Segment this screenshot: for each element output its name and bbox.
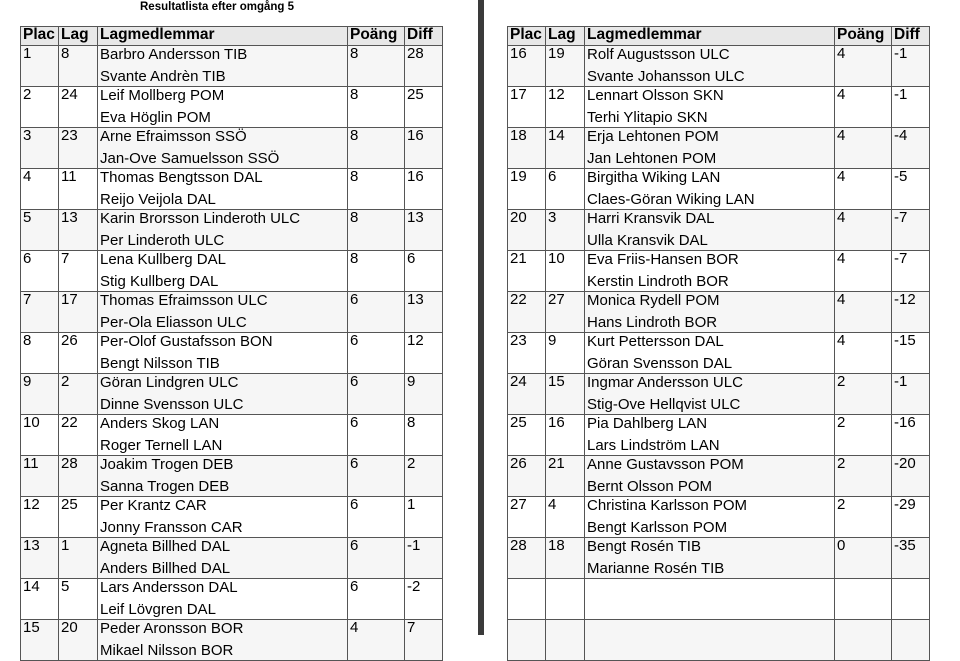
cell-members bbox=[98, 374, 348, 415]
member-two: Göran Svensson DAL bbox=[587, 355, 733, 372]
results-page-right bbox=[486, 0, 960, 635]
cell-diff: -20 bbox=[892, 456, 930, 497]
cell-points: 6 bbox=[348, 456, 405, 497]
cell-points: 6 bbox=[348, 579, 405, 620]
member-one: Bengt Rosén TIB bbox=[587, 538, 701, 555]
page-title: Resultatlista efter omgång 5 bbox=[140, 1, 295, 13]
cell-diff: 13 bbox=[405, 292, 443, 333]
cell-diff: -15 bbox=[892, 333, 930, 374]
cell-points: 6 bbox=[348, 333, 405, 374]
cell-diff: 25 bbox=[405, 87, 443, 128]
table-row bbox=[21, 333, 443, 374]
member-one: Barbro Andersson TIB bbox=[100, 46, 248, 63]
member-two: Bengt Nilsson TIB bbox=[100, 355, 220, 372]
cell-points: 2 bbox=[835, 374, 892, 415]
cell-plac: 28 bbox=[508, 538, 546, 579]
member-one: Kurt Pettersson DAL bbox=[587, 333, 724, 350]
member-two: Roger Ternell LAN bbox=[100, 437, 223, 454]
member-one: Karin Brorsson Linderoth ULC bbox=[100, 210, 301, 227]
member-one: Per Krantz CAR bbox=[100, 497, 207, 514]
member-two: Stig-Ove Hellqvist ULC bbox=[587, 396, 741, 413]
member-one: Birgitha Wiking LAN bbox=[587, 169, 721, 186]
cell-members bbox=[98, 87, 348, 128]
cell-members bbox=[98, 292, 348, 333]
cell-diff: 28 bbox=[405, 46, 443, 87]
member-two: Sanna Trogen DEB bbox=[100, 478, 230, 495]
member-two: Marianne Rosén TIB bbox=[587, 560, 725, 577]
cell-plac: 23 bbox=[508, 333, 546, 374]
member-one: Anne Gustavsson POM bbox=[587, 456, 744, 473]
cell-diff: 1 bbox=[405, 497, 443, 538]
member-two: Anders Billhed DAL bbox=[100, 560, 231, 577]
table-row bbox=[508, 251, 930, 292]
cell-plac bbox=[508, 579, 546, 620]
header-lag: Lag bbox=[59, 27, 98, 46]
table-row bbox=[21, 538, 443, 579]
table-row bbox=[21, 497, 443, 538]
cell-plac: 7 bbox=[21, 292, 59, 333]
table-row bbox=[21, 579, 443, 620]
cell-diff bbox=[892, 579, 930, 620]
cell-lag: 6 bbox=[546, 169, 585, 210]
cell-plac bbox=[508, 620, 546, 661]
cell-points: 4 bbox=[835, 46, 892, 87]
cell-members bbox=[585, 579, 835, 620]
member-one: Anders Skog LAN bbox=[100, 415, 220, 432]
cell-lag: 24 bbox=[59, 87, 98, 128]
cell-diff: -35 bbox=[892, 538, 930, 579]
cell-plac: 9 bbox=[21, 374, 59, 415]
cell-lag: 4 bbox=[546, 497, 585, 538]
cell-diff: -1 bbox=[405, 538, 443, 579]
cell-lag: 23 bbox=[59, 128, 98, 169]
cell-points: 8 bbox=[348, 87, 405, 128]
cell-points: 0 bbox=[835, 538, 892, 579]
cell-points: 6 bbox=[348, 292, 405, 333]
member-one: Pia Dahlberg LAN bbox=[587, 415, 708, 432]
cell-diff: -7 bbox=[892, 251, 930, 292]
cell-points: 8 bbox=[348, 210, 405, 251]
member-two: Reijo Veijola DAL bbox=[100, 191, 216, 208]
cell-diff: -1 bbox=[892, 374, 930, 415]
member-two bbox=[587, 599, 832, 619]
member-two: Leif Lövgren DAL bbox=[100, 601, 216, 618]
cell-members bbox=[585, 497, 835, 538]
cell-points: 2 bbox=[835, 497, 892, 538]
table-row bbox=[21, 415, 443, 456]
member-two: Jan Lehtonen POM bbox=[587, 150, 717, 167]
cell-members bbox=[98, 210, 348, 251]
table-row bbox=[21, 620, 443, 661]
cell-lag: 26 bbox=[59, 333, 98, 374]
cell-lag bbox=[546, 579, 585, 620]
cell-lag: 10 bbox=[546, 251, 585, 292]
cell-plac: 10 bbox=[21, 415, 59, 456]
cell-members bbox=[585, 292, 835, 333]
table-row bbox=[508, 128, 930, 169]
table-row bbox=[508, 169, 930, 210]
cell-members bbox=[98, 538, 348, 579]
cell-diff: 2 bbox=[405, 456, 443, 497]
table-row bbox=[21, 292, 443, 333]
member-two: Ulla Kransvik DAL bbox=[587, 232, 708, 249]
cell-lag: 3 bbox=[546, 210, 585, 251]
member-two: Terhi Ylitapio SKN bbox=[587, 109, 708, 126]
cell-members bbox=[585, 128, 835, 169]
table-row bbox=[21, 456, 443, 497]
cell-diff: 16 bbox=[405, 128, 443, 169]
cell-plac: 14 bbox=[21, 579, 59, 620]
table-row bbox=[508, 620, 930, 661]
cell-points: 8 bbox=[348, 169, 405, 210]
cell-points: 4 bbox=[835, 210, 892, 251]
cell-members bbox=[585, 251, 835, 292]
cell-lag: 5 bbox=[59, 579, 98, 620]
table-row bbox=[508, 579, 930, 620]
cell-plac: 6 bbox=[21, 251, 59, 292]
cell-diff: -1 bbox=[892, 46, 930, 87]
cell-plac: 19 bbox=[508, 169, 546, 210]
cell-plac: 3 bbox=[21, 128, 59, 169]
cell-members bbox=[98, 620, 348, 661]
cell-points: 4 bbox=[348, 620, 405, 661]
cell-points: 2 bbox=[835, 415, 892, 456]
cell-members bbox=[98, 579, 348, 620]
cell-lag: 25 bbox=[59, 497, 98, 538]
cell-plac: 22 bbox=[508, 292, 546, 333]
table-row bbox=[508, 374, 930, 415]
cell-lag: 21 bbox=[546, 456, 585, 497]
cell-members bbox=[98, 169, 348, 210]
table-row bbox=[21, 169, 443, 210]
cell-plac: 20 bbox=[508, 210, 546, 251]
cell-diff: -1 bbox=[892, 87, 930, 128]
cell-members bbox=[98, 333, 348, 374]
member-two: Svante Johansson ULC bbox=[587, 68, 745, 85]
table-row bbox=[508, 456, 930, 497]
cell-points: 4 bbox=[835, 87, 892, 128]
member-one: Agneta Billhed DAL bbox=[100, 538, 231, 555]
cell-diff: 7 bbox=[405, 620, 443, 661]
cell-points: 4 bbox=[835, 169, 892, 210]
cell-plac: 11 bbox=[21, 456, 59, 497]
cell-members bbox=[98, 251, 348, 292]
cell-diff: 16 bbox=[405, 169, 443, 210]
cell-members bbox=[585, 169, 835, 210]
header-points: Poäng bbox=[835, 27, 892, 46]
member-one: Monica Rydell POM bbox=[587, 292, 720, 309]
cell-lag: 18 bbox=[546, 538, 585, 579]
cell-lag: 13 bbox=[59, 210, 98, 251]
table-row bbox=[508, 538, 930, 579]
cell-diff: -7 bbox=[892, 210, 930, 251]
table-row bbox=[21, 128, 443, 169]
cell-plac: 17 bbox=[508, 87, 546, 128]
cell-plac: 25 bbox=[508, 415, 546, 456]
header-plac: Plac bbox=[21, 27, 59, 46]
cell-members bbox=[585, 374, 835, 415]
table-row bbox=[508, 210, 930, 251]
results-table-left bbox=[20, 26, 443, 661]
member-one bbox=[587, 620, 832, 640]
member-one: Thomas Bengtsson DAL bbox=[100, 169, 263, 186]
member-two: Hans Lindroth BOR bbox=[587, 314, 718, 331]
member-one: Harri Kransvik DAL bbox=[587, 210, 715, 227]
cell-plac: 4 bbox=[21, 169, 59, 210]
cell-members bbox=[585, 333, 835, 374]
member-two: Eva Höglin POM bbox=[100, 109, 211, 126]
cell-members bbox=[585, 87, 835, 128]
member-two: Jonny Fransson CAR bbox=[100, 519, 243, 536]
cell-lag: 20 bbox=[59, 620, 98, 661]
cell-lag: 8 bbox=[59, 46, 98, 87]
cell-lag: 19 bbox=[546, 46, 585, 87]
cell-members bbox=[98, 497, 348, 538]
cell-lag: 9 bbox=[546, 333, 585, 374]
member-two: Per Linderoth ULC bbox=[100, 232, 225, 249]
cell-members bbox=[585, 46, 835, 87]
cell-lag: 11 bbox=[59, 169, 98, 210]
member-one: Per-Olof Gustafsson BON bbox=[100, 333, 273, 350]
results-page-left bbox=[0, 0, 480, 659]
cell-members bbox=[585, 210, 835, 251]
cell-plac: 26 bbox=[508, 456, 546, 497]
cell-diff: 6 bbox=[405, 251, 443, 292]
member-two: Dinne Svensson ULC bbox=[100, 396, 244, 413]
cell-lag: 7 bbox=[59, 251, 98, 292]
header-points: Poäng bbox=[348, 27, 405, 46]
member-one: Erja Lehtonen POM bbox=[587, 128, 719, 145]
cell-lag: 22 bbox=[59, 415, 98, 456]
cell-plac: 27 bbox=[508, 497, 546, 538]
cell-points: 8 bbox=[348, 251, 405, 292]
member-two: Svante Andrèn TIB bbox=[100, 68, 226, 85]
member-one: Lennart Olsson SKN bbox=[587, 87, 724, 104]
cell-lag: 28 bbox=[59, 456, 98, 497]
member-two: Jan-Ove Samuelsson SSÖ bbox=[100, 150, 280, 167]
cell-plac: 15 bbox=[21, 620, 59, 661]
member-two: Bernt Olsson POM bbox=[587, 478, 713, 495]
cell-diff: -12 bbox=[892, 292, 930, 333]
table-row bbox=[508, 415, 930, 456]
cell-diff: -4 bbox=[892, 128, 930, 169]
results-table-right bbox=[507, 26, 930, 661]
cell-points bbox=[835, 579, 892, 620]
cell-points: 6 bbox=[348, 374, 405, 415]
member-one bbox=[587, 579, 832, 599]
cell-members bbox=[585, 415, 835, 456]
cell-diff: 8 bbox=[405, 415, 443, 456]
table-row bbox=[21, 374, 443, 415]
cell-points: 4 bbox=[835, 292, 892, 333]
member-one: Arne Efraimsson SSÖ bbox=[100, 128, 247, 145]
header-row bbox=[21, 27, 443, 46]
cell-points: 6 bbox=[348, 415, 405, 456]
cell-members bbox=[585, 538, 835, 579]
cell-diff: -16 bbox=[892, 415, 930, 456]
member-one: Christina Karlsson POM bbox=[587, 497, 748, 514]
table-row bbox=[508, 87, 930, 128]
cell-plac: 8 bbox=[21, 333, 59, 374]
cell-diff: 12 bbox=[405, 333, 443, 374]
member-two: Bengt Karlsson POM bbox=[587, 519, 728, 536]
cell-lag: 12 bbox=[546, 87, 585, 128]
table-row bbox=[21, 251, 443, 292]
cell-plac: 16 bbox=[508, 46, 546, 87]
table-row bbox=[21, 46, 443, 87]
member-one: Rolf Augustsson ULC bbox=[587, 46, 730, 63]
header-plac: Plac bbox=[508, 27, 546, 46]
cell-plac: 13 bbox=[21, 538, 59, 579]
member-two: Stig Kullberg DAL bbox=[100, 273, 219, 290]
header-lag: Lag bbox=[546, 27, 585, 46]
member-two bbox=[587, 640, 832, 660]
member-one: Joakim Trogen DEB bbox=[100, 456, 234, 473]
cell-plac: 24 bbox=[508, 374, 546, 415]
member-one: Göran Lindgren ULC bbox=[100, 374, 239, 391]
header-diff: Diff bbox=[405, 27, 443, 46]
cell-points: 8 bbox=[348, 46, 405, 87]
header-diff: Diff bbox=[892, 27, 930, 46]
cell-members bbox=[98, 415, 348, 456]
cell-points: 4 bbox=[835, 128, 892, 169]
member-two: Lars Lindström LAN bbox=[587, 437, 720, 454]
member-two: Mikael Nilsson BOR bbox=[100, 642, 234, 659]
member-two: Per-Ola Eliasson ULC bbox=[100, 314, 247, 331]
cell-plac: 18 bbox=[508, 128, 546, 169]
table-row bbox=[21, 87, 443, 128]
cell-points bbox=[835, 620, 892, 661]
cell-points: 8 bbox=[348, 128, 405, 169]
table-row bbox=[508, 46, 930, 87]
cell-diff: 9 bbox=[405, 374, 443, 415]
table-row bbox=[21, 210, 443, 251]
member-one: Thomas Efraimsson ULC bbox=[100, 292, 268, 309]
header-members: Lagmedlemmar bbox=[98, 27, 348, 46]
member-two: Kerstin Lindroth BOR bbox=[587, 273, 729, 290]
header-row bbox=[508, 27, 930, 46]
cell-diff: -5 bbox=[892, 169, 930, 210]
cell-lag: 1 bbox=[59, 538, 98, 579]
cell-members bbox=[98, 456, 348, 497]
member-one: Lena Kullberg DAL bbox=[100, 251, 226, 268]
cell-lag bbox=[546, 620, 585, 661]
cell-members bbox=[585, 620, 835, 661]
cell-lag: 27 bbox=[546, 292, 585, 333]
cell-diff: -2 bbox=[405, 579, 443, 620]
cell-points: 6 bbox=[348, 538, 405, 579]
cell-lag: 15 bbox=[546, 374, 585, 415]
cell-points: 6 bbox=[348, 497, 405, 538]
page-divider bbox=[478, 0, 484, 635]
cell-plac: 2 bbox=[21, 87, 59, 128]
cell-plac: 12 bbox=[21, 497, 59, 538]
member-one: Lars Andersson DAL bbox=[100, 579, 238, 596]
cell-diff: -29 bbox=[892, 497, 930, 538]
cell-plac: 5 bbox=[21, 210, 59, 251]
cell-points: 4 bbox=[835, 333, 892, 374]
cell-lag: 16 bbox=[546, 415, 585, 456]
cell-points: 4 bbox=[835, 251, 892, 292]
member-one: Ingmar Andersson ULC bbox=[587, 374, 743, 391]
cell-members bbox=[98, 128, 348, 169]
table-row bbox=[508, 292, 930, 333]
header-members: Lagmedlemmar bbox=[585, 27, 835, 46]
cell-plac: 21 bbox=[508, 251, 546, 292]
member-one: Leif Mollberg POM bbox=[100, 87, 225, 104]
cell-lag: 14 bbox=[546, 128, 585, 169]
cell-lag: 2 bbox=[59, 374, 98, 415]
member-one: Eva Friis-Hansen BOR bbox=[587, 251, 739, 268]
cell-plac: 1 bbox=[21, 46, 59, 87]
cell-points: 2 bbox=[835, 456, 892, 497]
member-one: Peder Aronsson BOR bbox=[100, 620, 244, 637]
member-two: Claes-Göran Wiking LAN bbox=[587, 191, 755, 208]
table-row bbox=[508, 497, 930, 538]
cell-members bbox=[98, 46, 348, 87]
table-row bbox=[508, 333, 930, 374]
cell-lag: 17 bbox=[59, 292, 98, 333]
cell-members bbox=[585, 456, 835, 497]
cell-diff: 13 bbox=[405, 210, 443, 251]
cell-diff bbox=[892, 620, 930, 661]
